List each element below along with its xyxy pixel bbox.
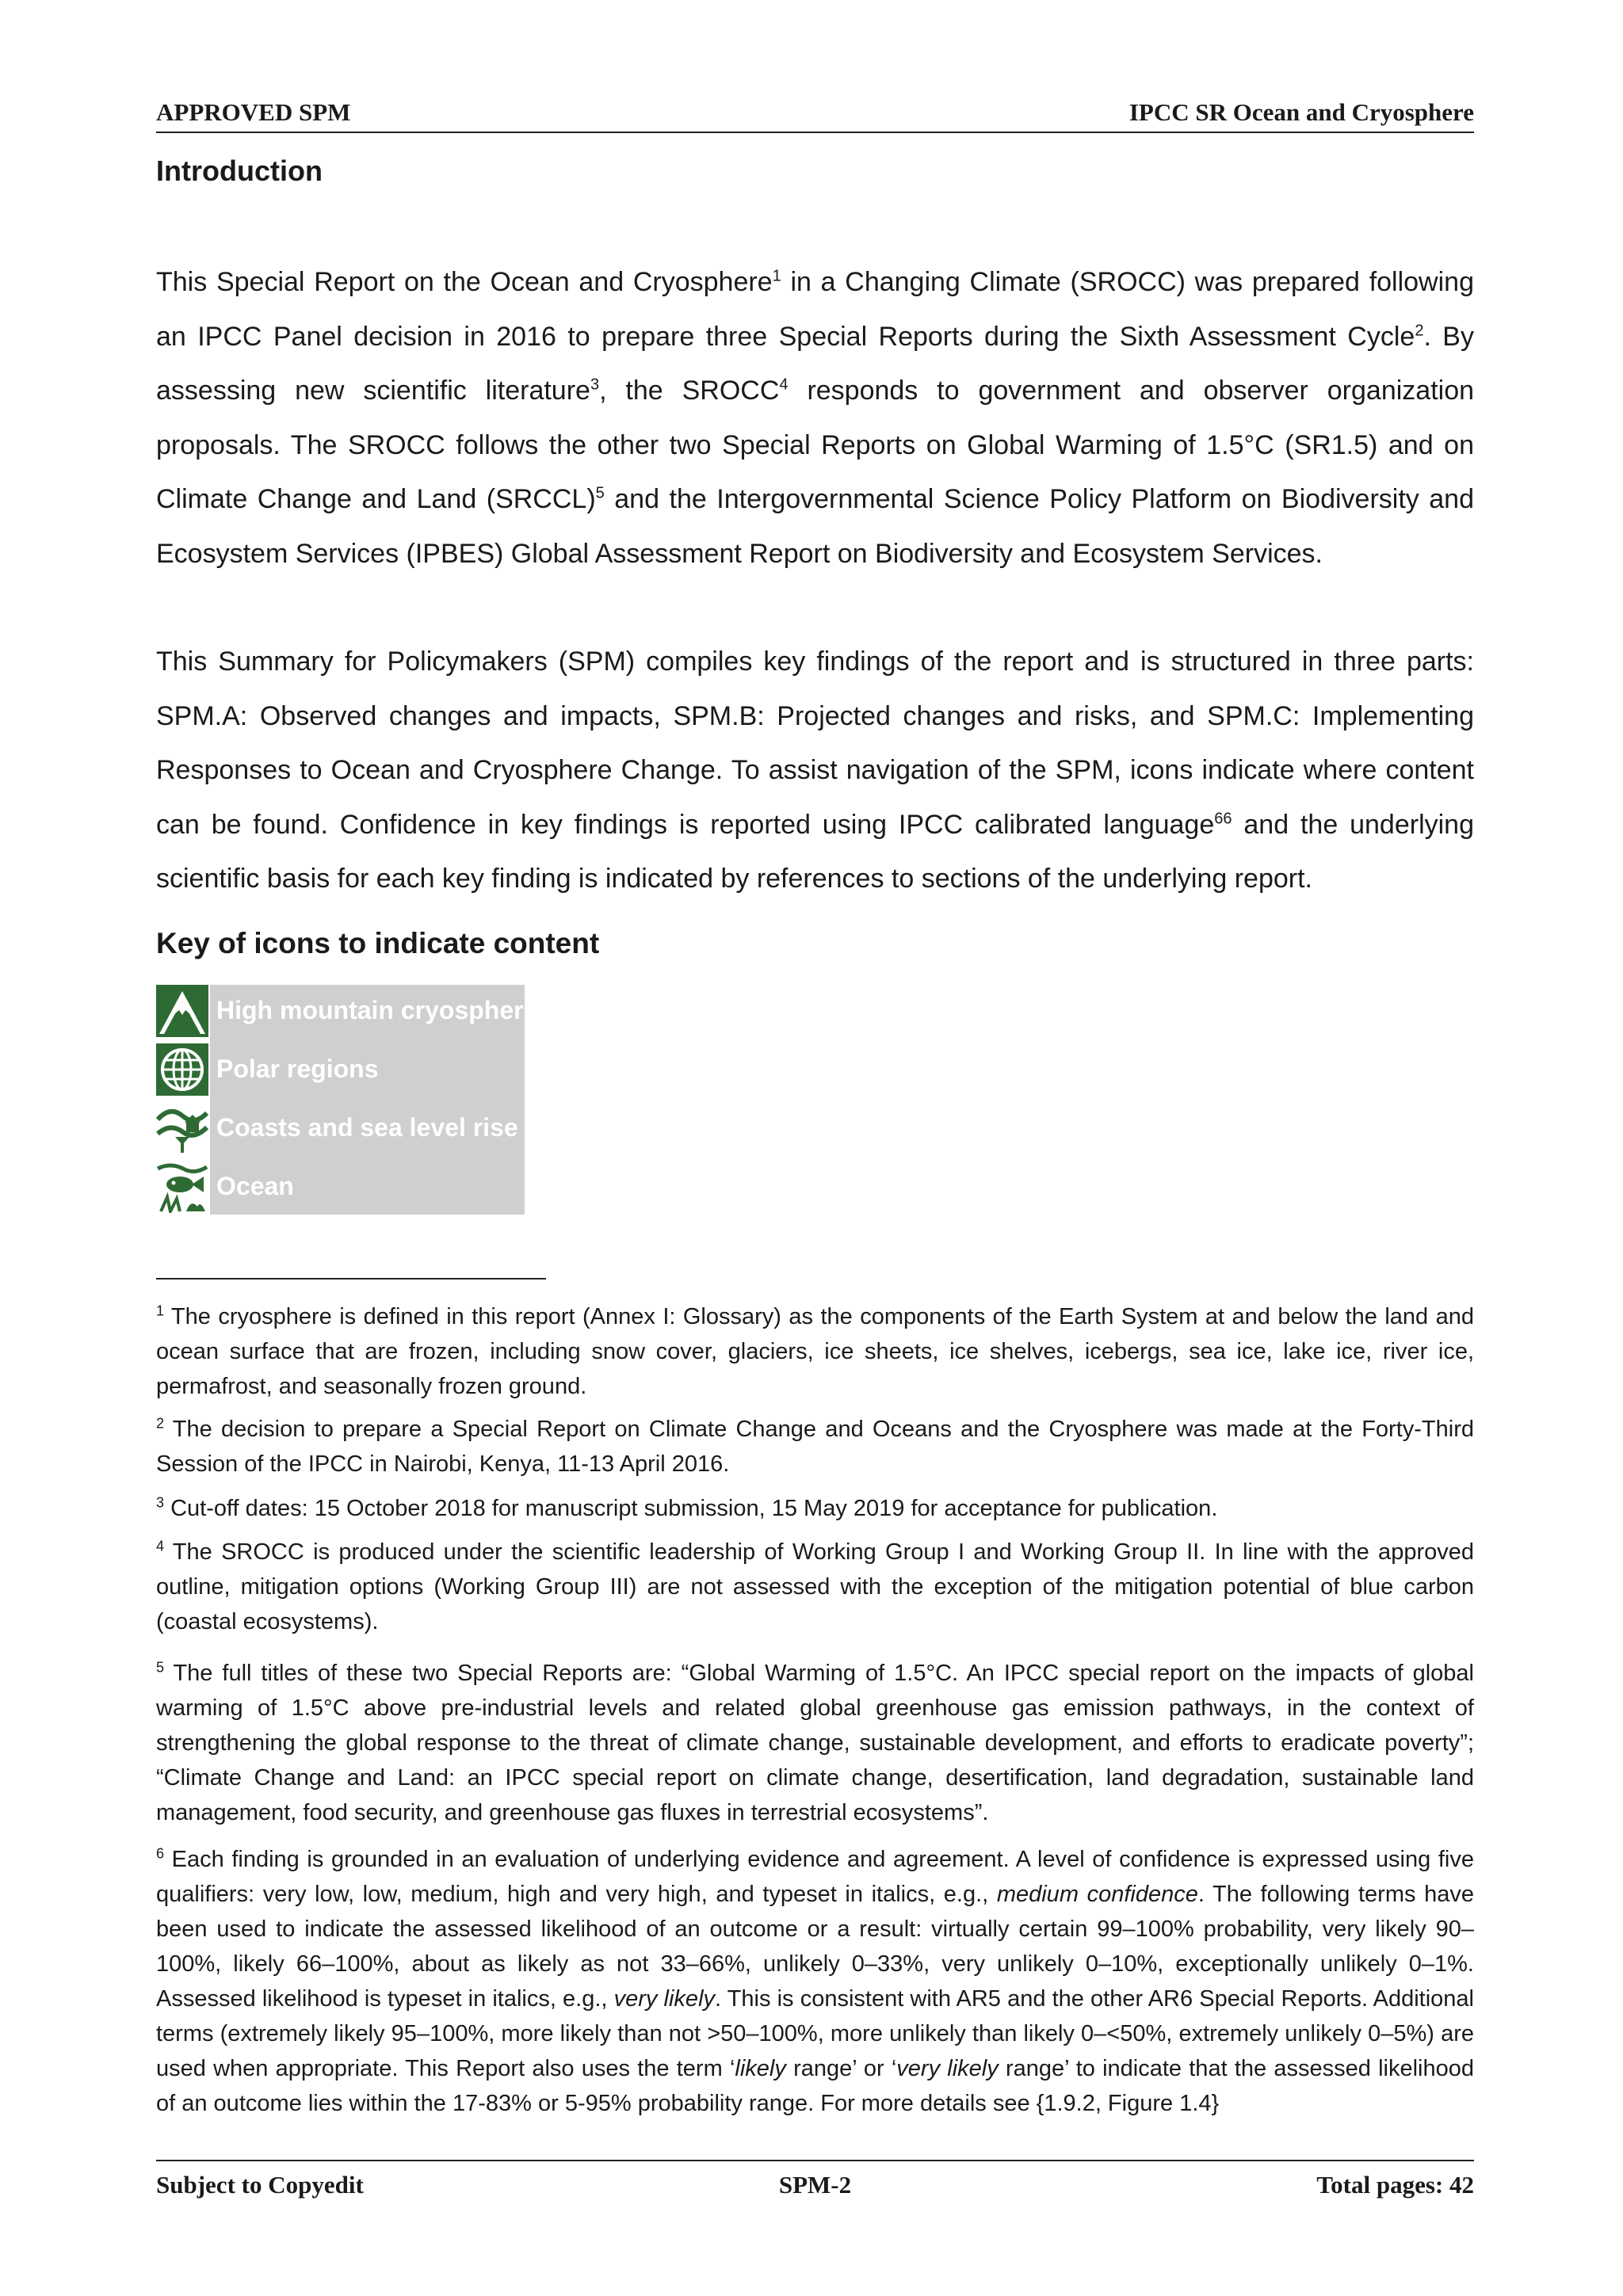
footnote-3: $^3$ Cut-off dates: 15 October 2018 for manuscript submission, 15 May 2019 for acceptance for publication. [156,1494,1218,1521]
footnote-ref-3: 3 [590,376,600,394]
footnote-ref-4: 4 [779,376,789,394]
icon-key-label: Coasts and sea level rise [216,1113,518,1142]
mountain-icon [156,985,208,1037]
fish-icon [156,1161,208,1213]
introduction-heading: Introduction [156,154,323,187]
icon-key-row-polar [156,1043,525,1096]
footnote-5: $^5$ The full titles of these two Special Reports are: “Global Warming of 1.5°C. An IPCC special report on the impacts of global warming of 1.5°C above pre-industrial levels and related global greenhouse gas emission pathways, in the context of strengthening the global response to the threat of climate change, sustainable development, and efforts to eradicate poverty”; “Climate Change and Land: an IPCC special report on climate change, desertification, land degradation, sustainable land management, food security, and greenhouse gas fluxes in terrestrial ecosystems”. [156,1659,1474,1825]
footnote-ref-1: 1 [772,267,781,285]
footnote-6: $^6$ Each finding is grounded in an evaluation of underlying evidence and agreement. A level of confidence is expressed using five qualifiers: very low, low, medium, high and very high, and typeset in italics, e.g., medium confidence. The following terms have been used to indicate the assessed likelihood of an outcome or a result: virtually certain 99–100% probability, very likely 90–100%, likely 66–100%, about as likely as not 33–66%, unlikely 0–33%, very unlikely 0–10%, exceptionally unlikely 0–1%. Assessed likelihood is typeset in italics, e.g., very likely. This is consistent with AR5 and the other AR6 Special Reports. Additional terms (extremely likely 95–100%, more likely than not >50–100%, more unlikely than likely 0–<50%, extremely unlikely 0–5%) are used when appropriate. This Report also uses the term ‘likely range’ or ‘very likely range’ to indicate that the assessed likelihood of an outcome lies within the 17-83% or 5-95% probability range. For more details see {1.9.2, Figure 1.4} [156,1845,1474,2116]
footnote-ref-5: 5 [595,484,605,502]
intro-paragraph-2: This Summary for Policymakers (SPM) compiles key findings of the report and is structured in three parts: SPM.A: Observed changes and impacts, SPM.B: Projected changes and risks, and SPM.C: Implementing Responses to Ocean and Cryosphere Change. To assist navigation of the SPM, icons indicate where content can be found. Confidence in key findings is reported using IPCC calibrated language$^{66}$ and the underlying scientific basis for each key finding is indicated by references to sections of the underlying report. [156,646,1474,894]
footer-left: Subject to Copyedit [156,2171,364,2199]
header-left: APPROVED SPM [156,98,351,126]
icon-key-panel [156,985,538,1215]
icon-key-row-coasts [156,1102,525,1154]
icon-key-label: Ocean [216,1172,294,1200]
globe-icon [156,1043,208,1096]
footnote-2: $^2$ The decision to prepare a Special Report on Climate Change and Oceans and the Cryosphere was made at the Forty-Third Session of the IPCC in Nairobi, Kenya, 11-13 April 2016. [156,1415,1474,1477]
page-number: SPM-2 [778,2171,852,2199]
page-footer [156,2160,1474,2201]
icon-key-row-ocean [156,1161,525,1213]
intro-paragraph-1: This Special Report on the Ocean and Cryosphere$^1$ in a Changing Climate (SROCC) was prepared following an IPCC Panel decision in 2016 to prepare three Special Reports during the Sixth Assessment Cycle$^2$. By assessing new scientific literature$^3$, the SROCC$^4$ responds to government and observer organization proposals. The SROCC follows the other two Special Reports on Global Warming of 1.5°C (SR1.5) and on Climate Change and Land (SRCCL)$^5$ and the Intergovernmental Science Policy Platform on Biodiversity and Ecosystem Services (IPBES) Global Assessment Report on Biodiversity and Ecosystem Services. [156,267,1475,569]
icon-key-row-high-mountain [156,985,538,1037]
icon-key-heading: Key of icons to indicate content [156,927,600,959]
header-right: IPCC SR Ocean and Cryosphere [1128,98,1474,126]
coast-icon [156,1102,208,1154]
footnote-4: $^4$ The SROCC is produced under the scientific leadership of Working Group I and Working Group II. In line with the approved outline, mitigation options (Working Group III) are not assessed with the exception of the mitigation potential of blue carbon (coastal ecosystems). [156,1538,1474,1634]
icon-key-label: Polar regions [216,1055,379,1083]
page-header [156,95,1474,133]
footnote-ref-2: 2 [1415,322,1424,340]
icon-key-label: High mountain cryosphere [216,996,538,1024]
footnote-1: $^1$ The cryosphere is defined in this report (Annex I: Glossary) as the components of the Earth System at and below the land and ocean surface that are frozen, including snow cover, glaciers, ice sheets, ice shelves, icebergs, sea ice, lake ice, river ice, permafrost, and seasonally frozen ground. [156,1302,1474,1399]
footer-total-pages: Total pages: 42 [1316,2171,1474,2199]
footnote-separator [156,1278,546,1280]
footnote-ref-6: 66 [1214,810,1232,828]
